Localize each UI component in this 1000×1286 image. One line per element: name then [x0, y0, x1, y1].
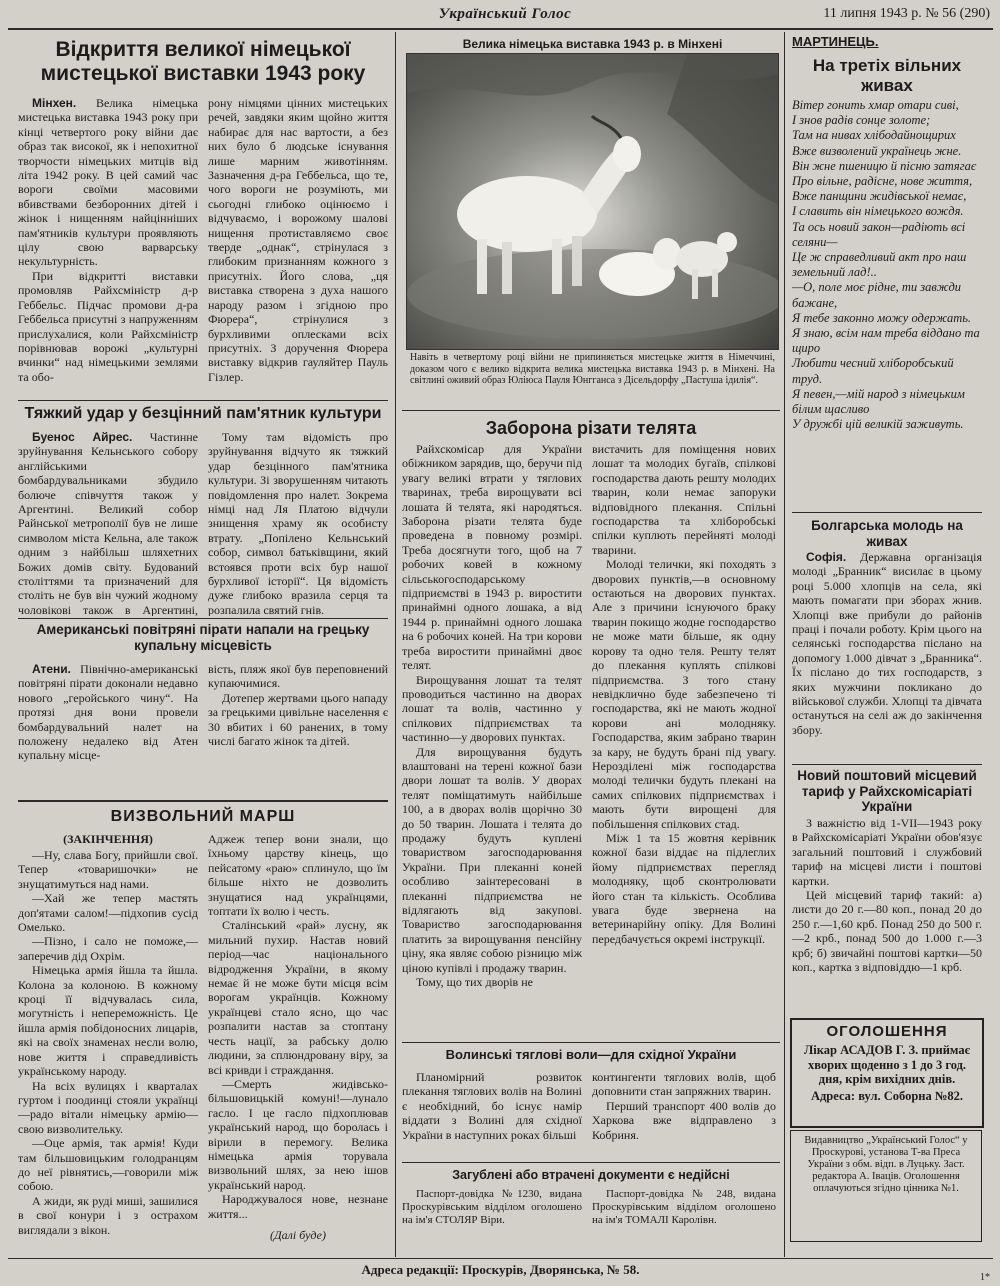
issue-date: 11 липня 1943 р. № 56 (290)	[823, 6, 990, 21]
ads-title: ОГОЛОШЕННЯ	[826, 1023, 948, 1040]
art-exhibition-col2: рону німцями цінних мистецьких речей, завдяки яким щойно життя набирає для нас вартости, а без них було б людське існування лише марним животінням. Зазначення д-ра Геббельса, що те, чого вороги не розуміють, ми сьогодні глибоко оцінюємо і відчуваємо, і ворожому шалові нищення протиставляємо своє тверде „однак“, стрінулася з глибоким признанням кожного з присутніх. Його слова, „ця виставка створена з духа нашого народу разом і згідною про Фюрера“, стрінулися з бурхливими оплесками всіх присутніх. З доручення Фюрера виставку відкрив гауляйтер Пауль Гізлер.	[208, 96, 388, 384]
cathedral-col2: Тому там відомість про зруйнування відчуто як тяжкий удар безцінного пам'ятника культури. Зі зворушенням читають повідомлення про налет. Зокрема німці над Ля Платою відчули знищення храму як особисту втрату. „Попілено Кельнський собор, символ батьківщини, який встоявся проти всіх бур нашої бурхливої історії“. Ця відомість дуже глибоко вразила серця та розпалила святий гнів.	[208, 430, 388, 616]
dateline: Мінхен.	[32, 96, 77, 110]
ads-address: Адреса: вул. Соборна №82.	[810, 1088, 964, 1103]
article-divider	[18, 400, 388, 401]
article-divider	[402, 1042, 780, 1043]
footer-rule	[8, 1258, 993, 1259]
goats-painting-image	[407, 54, 778, 349]
imprint-text: Видавництво „Український Голос“ у Проскурові, установа Т-ва Преса України з обм. відп. в Луцьку. Заст. редактора А. Іваців. Оголошення оплачуються згідно цінника №1.	[804, 1135, 968, 1194]
article-divider	[18, 800, 388, 802]
liberation-march-headline: ВИЗВОЛЬНИЙ МАРШ	[110, 808, 296, 825]
article-divider	[402, 410, 780, 411]
calves-col2: вистачить для поміщення нових лошат та молодих бугаїв, спілкові господарства дають решту молодих тварин, коли немає запоруки відповідного плекання. Спільні господарства та хліборобські спілки куплють перейняті молоді тварини. Молоді телички, які походять з дворових пунктів,—в основному остаються на дворових пунктах. Але з причини існуючого браку тварин покищо жодне господарство не може мати більше, як одну корову та одно теля. Решту телят до плекання куплять спілкові підприємства. З того стану невідклично буде забезпечено ті господарства, які не мають жодної корови ані молодняку. Господарства, яким забрано тварин за кару, не будуть брані під увагу. Нерозділені між господарства молоді телички будуть плекані на самих спілкових підприємствах і мають бути вирощені для побільшення спілкових стад. Між 1 та 15 жовтня керівник кожної бази віддає на підлеглих йому підприємствах перегляд молодняку, щоб сконтролювати його стан та кількість. Особлива увага буде звернена на ветеринарійну опіку. Для Волині передбачується окремі інструкції.	[592, 442, 776, 946]
liberation-march-col2: Аджеж тепер вони знали, що їхньому царству кінець, що пейсатому «раю» сплинуло, що їм більше ніхто не дозволить знущатися над українцями, топтати їх волю і честь. Сталінський «рай» лусну, як мильний пухир. Настав новий період—час національного відродження України, в якому немає й не може бути місця всім ворогам українців. Кожному українцеві стало ясно, що час розпалити настав за стоптану честь нації, за рабську долю людини, за сплюндровану віру, за всі кривди і страждання. —Смерть жидівсько-більшовицькій комуні!—лунало гасло. І це гасло підхоплював український народ, що боролась і вірили в перемогу. Велика німецька армія торувала визвольний шлях, за нею ішов український народ. Народжувалося нове, незнане життя...	[208, 832, 388, 1221]
cathedral-col1: Буенос Айрес. Частинне зруйнування Кельнського собору англійськими бомбардувальниками збудило болюче співчуття також у Аргентині. Великий собор Райнської метрополії був не лише символом міста Кельна, але також одним з найбільш шляхетних Божих домів світу. Будований століттями та призначений для століть не був він чужий жодному чоловікові також в Аргентині,	[18, 430, 198, 616]
poem-body: Вітер гонить хмар отари сиві, І знов радів сонце золоте; Там на нивах хлібодайнощирих Вже визволений українець жне. Він жне пшеницю й пісню затягає Про вільне, радісне, нове життя, Вже панщини жидівської немає, І славить він німецького вождя. Та ось новий закон—радіють всі селяни— Це ж справедливий акт про наш земельний лад!.. —О, поле моє рідне, ти завжди бажане, Я тебе законно можу одержать. Я знаю, всім нам треба віддано та щиро Любити чесний хліборобський труд. Я певен,—мій народ з німецьким білим щасливо У дружбі цій великій заживуть.	[792, 98, 980, 432]
postal-body: З важністю від 1-VII—1943 року в Райхскомісаріаті України обов'язує загальний поштовий і службовий тариф на місцеві листи і поштові картки. Цей місцевий тариф такий: а) листи до 20 г.—80 коп., понад 20 до 250 г.—1,60 крб. Понад 250 до 500 г.—2 крб., понад 500 до 1.000 г.—3 крб; б) звичайні поштові картки—50 коп., картка з відповіддю—1 крб.	[792, 816, 982, 975]
masthead	[0, 2, 1000, 28]
poem-author: МАРТИНЕЦЬ.	[792, 34, 879, 49]
liberation-march-subhead: (ЗАКІНЧЕННЯ)	[63, 832, 153, 846]
lost-docs-col1: Паспорт-довідка №1230, видана Проскурівським відділом оголошено на ім'я СТОЛЯР Віри.	[402, 1188, 582, 1226]
oxen-col2: контингенти тяглових волів, щоб доповнити стан запряжних тварин. Перший транспорт 400 волів до Харкова вже відправлено з Кобриня.	[592, 1070, 776, 1142]
masthead-rule	[8, 28, 993, 30]
archive-stamp: 1*	[980, 1272, 990, 1283]
photo-title: Велика німецька виставка 1943 р. в Мінхені	[462, 37, 723, 51]
postal-headline: Новий поштовий місцевий тариф у Райхскомісаріаті України	[797, 768, 977, 815]
photo-caption: Навіть в четвертому році війни не припиняється мистецьке життя в Німеччині, доказом чого є велико відкрита велика мистецька виставка 1943 р. в Мінхені. На світлині оживий образ Юліюса Пауля Юнггансa з Дісельдорфу „Пастуша ідилія“.	[410, 352, 775, 386]
article-divider	[18, 618, 388, 619]
oxen-col1: Планомірний розвиток плекання тяглових волів на Волині є необхідний, бо існує намір віддати з Волині для східної України в наступних роках більші	[402, 1070, 582, 1142]
air-pirates-headline: Американські повітряні пірати напали на грецьку купальну місцевість	[36, 622, 370, 653]
article-divider	[792, 512, 982, 513]
calves-col1: Райхскомісар для України обіжником зарядив, що, беручи під увагу великі втрати у тяглових тваринах, треба вирощувати всі лошата й телята, які народяться. Заборона різати телята буде проведена в повному розмірі. Треба досягнути того, щоб на 7 робочих ковей в кожному сільськогосподарському підприємстві в 1943 р. виростити принаймні одного лошака, а від 1944 р. принаймні одного лошака на 6 робочих коней. На три корови треба виростити принаймні двоє телят. Вирощування лошат та телят проводиться частинно на дворах лошат та волів, частинно у спілкових підприємствах та частинно—у дворових пунктах. Для вирощування будуть влаштовані на терені кожної бази двори лошат та волів. У дворах телят поміщатимуть найбільше 100, а в дворах волів щорічно 30 до 50 тварин. Лошата і телята до продажу будуть куплені товариством загосподарювання України. При плеканні коней особливо заінтересовані в плеканні підприємства не відлягають від закупові. Товариство загосподарювання платить за вирощування пенсійну ціну, яка являє собою різницю між ціною купівлі і продажу тварин. Тому, що тих дворів не	[402, 442, 582, 990]
lost-docs-headline: Загублені або втрачені документи є недійсні	[452, 1168, 730, 1182]
paper-name: Український Голос	[438, 6, 572, 22]
air-pirates-col2: вість, пляж якої був переповнений купаючимися. Дотепер жертвами цього нападу за грецькими цивільне населення є 30 вбитих і 60 ранених, в тому числі багато жінок та дітей.	[208, 662, 388, 749]
article-divider	[402, 1162, 780, 1163]
art-exhibition-col1: Мінхен. Велика німецька мистецька виставка 1943 року при кінці четвертого року війни дає образ так високої, як і непохитної творчости німецьких митців від літа 1942 року. В цей самий час вороги своїми масовими вбивствами безборонних дітей і жінок і нищенням найцінніших пам'ятників культури проявляють цілу свою варварську некультурність. При відкритті виставки промовляв Райхсміністр д-р Геббельс. Підчас промови д-ра Геббельса присутні з напруженням прислухалися, коли Райхсміністр порівнював ворожі „культурні вчинки“ над німецькими землями та обо-	[18, 96, 198, 384]
column-divider	[395, 32, 396, 1257]
lost-docs-col2: Паспорт-довідка № 248, видана Проскурівським відділом оголошено на ім'я ТОМАЛІ Каролівн.	[592, 1188, 776, 1226]
cathedral-headline: Тяжкий удар у безцінний пам'ятник культури	[24, 405, 382, 422]
exhibition-photo	[406, 53, 779, 350]
oxen-headline: Волинські тяглові воли—для східної України	[445, 1047, 737, 1062]
article-divider	[792, 764, 982, 765]
bulgarian-youth-headline: Болгарська молодь на живах	[811, 518, 963, 549]
liberation-march-col1: —Ну, слава Богу, прийшли свої. Тепер «товаришочки» не знущатимуться над нами. —Хай же тепер мастять доп'ятами салом!—підхопив сусід Омелько. —Пізно, і сало не поможе,—заперечив дід Охрім. Німецька армія йшла та йшла. Колона за колоною. В кожному кроці її відчувалась сила, могутність і непереможність. Це йшла армія побідоносних лицарів, які на своїх знаменах несли волю, нове життя і справедливість українському народу. На всіх вулицях і кварталах гуртом і поодинці стояли українці—радо вітали німецьку армію—свою визволительку. —Оце армія, так армія! Куди там більшовицьким голодранцям до неї рівнятись,—говорили між собою. А жиди, як руді миші, зашилися в свої конури і з острахом виглядали з вікон.	[18, 848, 198, 1237]
ads-body: Лікар АСАДОВ Г. З. приймає хворих щоденно з 1 до 3 год. дня, крім вихідних днів.	[803, 1043, 971, 1086]
air-pirates-col1: Атени. Північно-американські повітряні пірати доконали недавно нового „геройського чину“. На протязі дня вони провели бомбардувальний налет на положену недалеко від Атен купальну місце-	[18, 662, 198, 763]
calves-headline: Заборона різати телята	[485, 418, 697, 438]
bulgarian-youth-body: Софія. Державна організація молоді „Бранник“ висилає в цьому році 5.000 хлопців на села, які мають помагати при зборах жнив. Хлопці вже прибули до районів праці і почали роботу. Крім цього на селянські господарства післано на допомогу 1.000 дівчат з „Бранника“. Їх післано до тих господарств, з яких мужчини покликано до військової служби. Хлопці та дівчата остануться на селі аж до закінчення збору.	[792, 550, 982, 737]
ad-box	[790, 1018, 984, 1128]
imprint-box	[790, 1130, 982, 1242]
column-divider	[784, 32, 785, 1257]
editorial-address: Адреса редакції: Проскурів, Дворянська, № 58.	[361, 1262, 640, 1277]
art-exhibition-headline: Відкриття великої німецької мистецької виставки 1943 року	[40, 38, 366, 86]
continued-note: (Далі буде)	[270, 1228, 326, 1242]
poem-title: На третіх вільних живах	[812, 56, 962, 95]
